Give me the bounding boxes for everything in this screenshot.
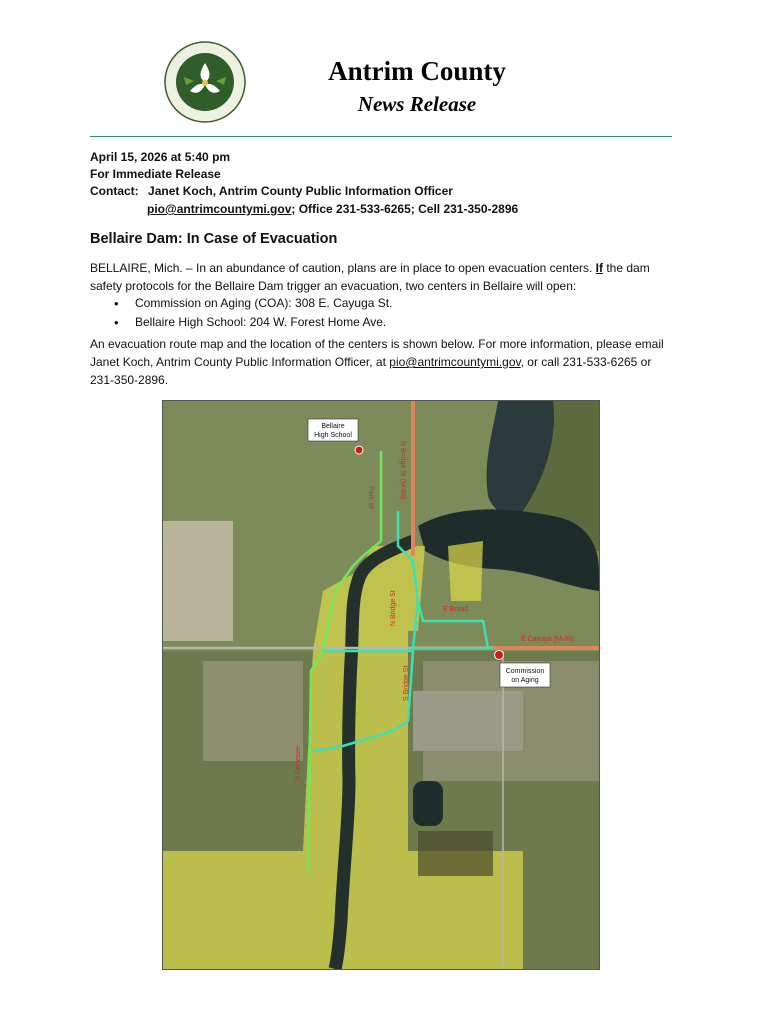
- closing-paragraph: [90, 335, 678, 389]
- intro-text-b: the dam safety protocols for the Bellaire Dam trigger an evacuation, two centers in Bellaire will open:: [90, 261, 650, 293]
- list-item: • Bellaire High School: 204 W. Forest Home Ave.: [114, 313, 392, 332]
- street-label-bridge-north: N Bridge St (M-88): [399, 441, 406, 500]
- closing-text-b: , or call 231-533-6265 or 231-350-2896.: [90, 355, 652, 387]
- county-title: Antrim County: [328, 56, 506, 86]
- retention-ponds: [418, 831, 493, 876]
- intro-text-a: BELLAIRE, Mich. – In an abundance of caution, plans are in place to open evacuation centers.: [90, 261, 596, 275]
- contact-phones: ; Office 231-533-6265; Cell 231-350-2896: [291, 202, 519, 216]
- commission-on-aging-marker[interactable]: [495, 651, 504, 660]
- intro-paragraph: [90, 259, 678, 295]
- header-divider: [90, 136, 672, 137]
- evacuation-route-map: [162, 400, 600, 970]
- street-label-bridge-south: S Bridge St: [403, 665, 410, 701]
- pond: [413, 781, 443, 826]
- coa-callout-line2: on Aging: [511, 677, 539, 684]
- release-date: April 15, 2026 at 5:40 pm: [90, 150, 231, 164]
- coa-callout-line1: Commission: [505, 668, 545, 675]
- street-label-n-bridge: N Bridge St: [390, 590, 397, 626]
- release-type: For Immediate Release: [90, 167, 221, 181]
- intro-if-emphasis: If: [595, 261, 604, 275]
- contact-info: [147, 201, 518, 218]
- street-label-cayuga: E Cayuga (M-88): [521, 636, 575, 643]
- article-headline: Bellaire Dam: In Case of Evacuation: [90, 231, 338, 247]
- contact-name: Janet Koch, Antrim County Public Information Officer: [148, 184, 453, 198]
- contact-label: Contact:: [90, 184, 139, 198]
- street-label-broad: E Broad: [443, 606, 469, 613]
- contact-email-link[interactable]: pio@antrimcountymi.gov: [147, 202, 292, 216]
- high-school-marker[interactable]: [355, 446, 363, 454]
- closing-email-link[interactable]: pio@antrimcountymi.gov: [389, 355, 521, 369]
- county-seal-logo: [164, 41, 246, 123]
- closing-text-a: An evacuation route map and the location of the centers is shown below. For more information, please email Janet Koch, Antrim County Public Information Officer, at: [90, 337, 664, 369]
- high-school-callout-line1: Bellaire: [321, 423, 345, 430]
- evacuation-centers-list: [114, 294, 392, 332]
- contact-line: [90, 183, 453, 200]
- street-label-park: Park St: [367, 486, 374, 509]
- flood-zone-northeast: [448, 541, 483, 601]
- high-school-callout-line2: High School: [314, 432, 352, 439]
- news-release-subtitle: News Release: [357, 92, 477, 116]
- street-label-genesee: S Genesee: [295, 745, 302, 781]
- list-item: • Commission on Aging (COA): 308 E. Cayuga St.: [114, 294, 392, 313]
